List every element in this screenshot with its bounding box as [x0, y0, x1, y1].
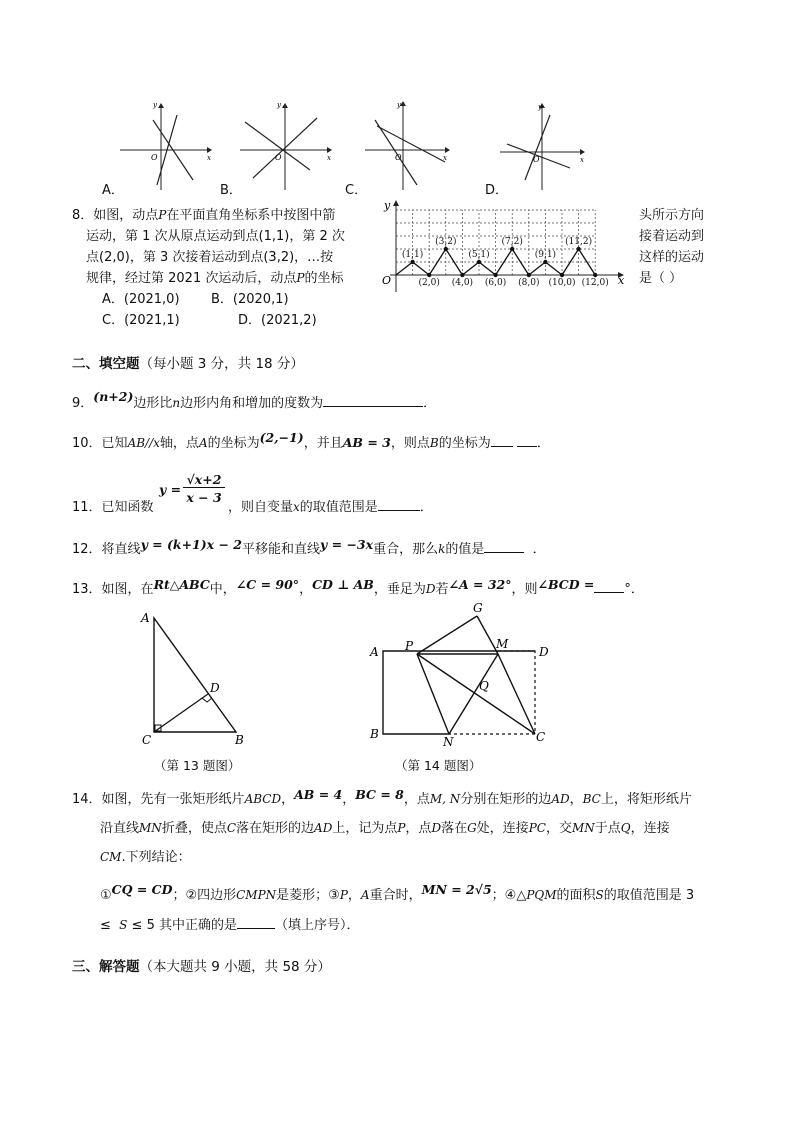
q7-graph-a: [120, 101, 212, 190]
q8-line1-right: 头所示方向: [639, 208, 705, 223]
q13-answer-blank[interactable]: [594, 580, 624, 593]
q8-upper-label: (7,2): [501, 237, 523, 247]
q14-label-n: N: [443, 735, 454, 749]
q7-c-x: x: [443, 154, 447, 162]
q7-b-y: y: [277, 101, 281, 109]
q8-point: [460, 273, 464, 277]
q8-path-segment: [396, 262, 413, 275]
q8-line4-right: 是（ ）: [639, 271, 683, 286]
q8-line2: 运动，第 1 次从原点运动到点(1,1)，第 2 次: [86, 229, 345, 244]
q7-graph-b: [240, 101, 332, 190]
q14-answer-blank[interactable]: [237, 916, 275, 929]
q14-segment-pc: [417, 654, 535, 734]
q11-numerator: √x+2: [183, 472, 225, 488]
q14-label-d: D: [539, 645, 549, 659]
q8-path-segment: [479, 262, 496, 275]
q7-c-y: y: [397, 101, 401, 109]
q8-lower-label: (12,0): [581, 278, 609, 288]
q8-y-arrow: [393, 200, 399, 206]
q8-line3-right: 这样的运动: [639, 250, 705, 265]
q7-graph-d: [500, 103, 585, 190]
q14-line1: 14．如图，先有一张矩形纸片ABCD，AB = 4，BC = 8，点M, N分别在矩形的边AD，BC上，将矩形纸片: [72, 787, 692, 807]
q8-origin: O: [382, 274, 392, 287]
q14-segment-pg: [417, 616, 477, 654]
q8-lower-label: (8,0): [518, 278, 540, 288]
q7-option-a-label: A．: [102, 183, 124, 198]
q14-line4: ①CQ = CD；②四边形CMPN是菱形；③P，A重合时，MN = 2√5；④△PQM的面积S的取值范围是 3: [100, 882, 695, 903]
q12-answer-blank[interactable]: [484, 540, 524, 553]
q11-answer-blank[interactable]: [378, 498, 420, 511]
q8-point: [444, 247, 448, 251]
q14-line3: CM.下列结论：: [100, 850, 191, 865]
q8-line1: 8．如图，动点P在平面直角坐标系中按图中箭: [72, 208, 336, 223]
q8-point: [510, 247, 514, 251]
q8-path-segment: [529, 262, 546, 275]
q13-figure: [138, 606, 258, 746]
q8-line4: 规律，经过第 2021 次运动后，动点P的坐标: [86, 271, 344, 286]
section2-heading: 二、填空题（每小题 3 分，共 18 分）: [72, 356, 304, 372]
q8-option-b: B．(2020,1): [211, 292, 289, 307]
q14-label-m: M: [496, 637, 509, 651]
q9: 9．(n+2)边形比n边形内角和增加的度数为 ．: [72, 389, 437, 411]
q8-option-d: D．(2021,2): [238, 313, 317, 328]
q14-label-q: Q: [479, 679, 489, 693]
q8-line2-right: 接着运动到: [639, 229, 705, 244]
q8-axis-y: y: [384, 199, 391, 212]
q7-d-x: x: [580, 156, 584, 164]
q7-c-origin: O: [395, 153, 402, 162]
q10-answer-blank-1[interactable]: [491, 434, 513, 447]
q11-y-eq: y =: [159, 482, 182, 497]
q8-lower-label: (10,0): [548, 278, 576, 288]
q13-caption: （第 13 题图）: [154, 758, 241, 773]
q7-graph-c: [365, 101, 450, 190]
q8-point: [593, 273, 597, 277]
q7-d-y: y: [538, 103, 542, 111]
q13-label-b: B: [235, 733, 244, 746]
q14-label-g: G: [473, 601, 483, 615]
q8-upper-label: (11,2): [565, 237, 593, 247]
q13-right-angle-d: [202, 698, 212, 702]
q13: 13．如图，在Rt△ABC中，∠C = 90°，CD ⊥ AB，垂足为D若∠A = 32°，则∠BCD = °．: [72, 577, 644, 597]
q13-label-a: A: [141, 611, 150, 625]
section3-heading: 三、解答题（本大题共 9 小题，共 58 分）: [72, 959, 331, 975]
q14-line2: 沿直线MN折叠，使点C落在矩形的边AD上，记为点P，点D落在G处，连接PC，交MN于点Q，连接: [100, 821, 670, 836]
q11-prefix: 11．已知函数: [72, 500, 154, 515]
q8-path-segment: [512, 249, 529, 275]
q8-point: [477, 260, 481, 264]
q7-a-x: x: [207, 154, 211, 162]
q8-zigzag-graph: [378, 198, 634, 298]
q8-upper-label: (1,1): [401, 250, 424, 260]
q11-suffix: ，则自变量x的取值范围是 ．: [228, 500, 433, 515]
q8-lower-label: (6,0): [484, 278, 507, 288]
q7-option-c-label: C．: [345, 183, 368, 198]
q13-label-d: D: [210, 681, 220, 695]
q14-figure: [365, 600, 565, 750]
q8-point: [410, 260, 414, 264]
q7-option-d-label: D．: [485, 183, 509, 198]
q14-label-p: P: [405, 639, 414, 653]
q14-segment-pn: [417, 654, 449, 734]
q13-triangle: [154, 618, 236, 732]
q8-point: [493, 273, 497, 277]
q8-point: [527, 273, 531, 277]
q14-label-b: B: [370, 727, 379, 741]
q10: 10．已知AB//x轴，点A的坐标为(2,−1)，并且AB = 3，则点B的坐标为 ．: [72, 430, 550, 451]
q8-path-segment: [429, 249, 446, 275]
q13-altitude: [154, 694, 208, 732]
q8-point: [427, 273, 431, 277]
q8-option-c: C．(2021,1): [102, 313, 180, 328]
q8-point: [560, 273, 564, 277]
q14-segment-mn: [449, 654, 498, 734]
q12: 12．将直线y = (k+1)x − 2平移能和直线y = −3x重合，那么k的值是 ．: [72, 537, 546, 557]
q8-path-segment: [462, 262, 479, 275]
q14-caption: （第 14 题图）: [395, 758, 482, 773]
q7-b-x: x: [327, 154, 331, 162]
q8-path-segment: [413, 262, 430, 275]
q8-option-a: A．(2021,0): [102, 292, 180, 307]
q7-option-b-label: B．: [220, 183, 242, 198]
q14-segment-gm: [477, 616, 498, 654]
q14-label-c: C: [536, 730, 546, 744]
q7-b-origin: O: [275, 153, 282, 162]
q8-line3: 点(2,0)，第 3 次接着运动到点(3,2)，…按: [86, 250, 334, 265]
q8-upper-label: (9,1): [534, 250, 557, 260]
q8-lower-label: (4,0): [451, 278, 474, 288]
q8-upper-label: (3,2): [435, 237, 457, 247]
q13-label-c: C: [142, 733, 152, 746]
q8-point: [576, 247, 580, 251]
q7-a-y: y: [153, 101, 157, 109]
q8-upper-label: (5,1): [468, 250, 490, 260]
q8-lower-label: (2,0): [418, 278, 440, 288]
q8-point: [543, 260, 547, 264]
q7-d-origin: O: [533, 155, 540, 164]
q7-a-origin: O: [151, 153, 158, 162]
q8-path-segment: [545, 262, 562, 275]
q14-rectangle-solid: [383, 651, 535, 734]
q8-number: 8．: [72, 208, 94, 223]
q14-line5: ≤ S ≤ 5 其中正确的是 （填上序号）．: [100, 918, 360, 933]
q14-label-a: A: [370, 645, 379, 659]
q10-answer-blank-2[interactable]: [517, 434, 537, 447]
q9-answer-blank[interactable]: [323, 394, 423, 407]
q8-axis-x: x: [618, 274, 625, 287]
q11-denominator: x − 3: [186, 490, 222, 505]
